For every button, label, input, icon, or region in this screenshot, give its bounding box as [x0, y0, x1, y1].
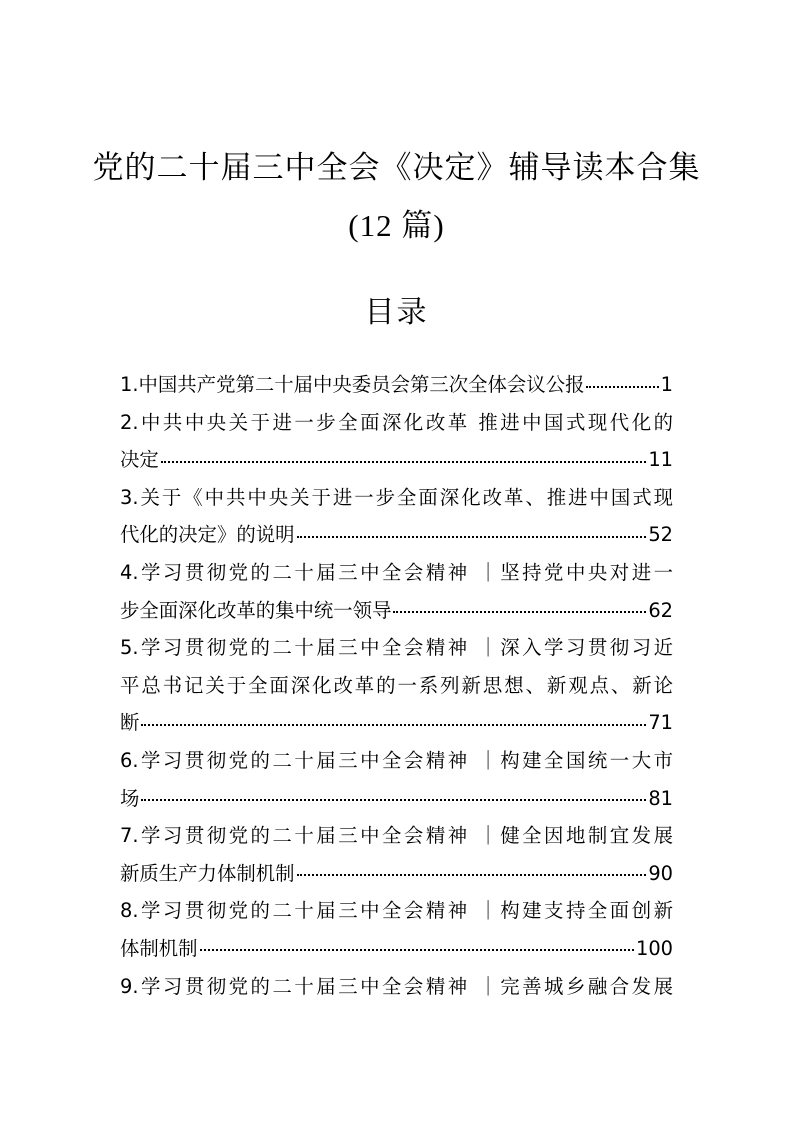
- toc-entry-6-line-2[interactable]: [120, 780, 673, 818]
- toc-entry-6-line-1[interactable]: [120, 742, 673, 780]
- toc-entry-title: 5.学习贯彻党的二十届三中全会精神 ｜深入学习贯彻习近: [120, 636, 673, 660]
- toc-leader-dots: [141, 785, 646, 804]
- toc-entry-title: 决定: [120, 448, 159, 472]
- toc-entry-title: 9.学习贯彻党的二十届三中全会精神 ｜完善城乡融合发展: [120, 974, 673, 998]
- toc-entry-title: 体制机制: [120, 936, 198, 960]
- toc-entry-4-line-2[interactable]: [120, 592, 673, 630]
- toc-page-number: 1: [660, 373, 673, 396]
- toc-entry-3-line-1[interactable]: [120, 479, 673, 517]
- toc-entry-7-line-2[interactable]: [120, 855, 673, 893]
- toc-entry-4-line-1[interactable]: [120, 554, 673, 592]
- toc-entry-5-line-2[interactable]: [120, 667, 673, 705]
- toc-leader-dots: [393, 597, 646, 616]
- toc-entry-7-line-1[interactable]: [120, 817, 673, 855]
- toc-heading: 目录: [364, 295, 429, 330]
- toc-entry-5-line-1[interactable]: [120, 629, 673, 667]
- toc-page-number: 81: [648, 786, 673, 810]
- toc-entry-8-line-2[interactable]: [120, 930, 673, 968]
- toc-entry-title: 代化的决定》的说明: [120, 523, 295, 547]
- toc-entry-title: 7.学习贯彻党的二十届三中全会精神 ｜健全因地制宜发展: [120, 824, 673, 848]
- document-subtitle: (12 篇): [348, 208, 445, 243]
- toc-page-number: 71: [648, 711, 673, 735]
- toc-leader-dots: [141, 710, 646, 729]
- toc-page-number: 90: [648, 861, 673, 885]
- toc-entry-9-line-1[interactable]: [120, 968, 673, 1006]
- toc-entry-2-line-1[interactable]: [120, 404, 673, 442]
- toc-entry-title: 步全面深化改革的集中统一领导: [120, 598, 392, 622]
- toc-page-number: 52: [648, 523, 673, 547]
- toc-leader-dots: [200, 936, 634, 955]
- toc-page-number: 11: [648, 448, 673, 472]
- toc-entry-title: 新质生产力体制机制: [120, 861, 295, 885]
- toc-entry-title: 场: [120, 786, 140, 810]
- toc-page-number: 62: [648, 598, 673, 622]
- toc-entry-title: 平总书记关于全面深化改革的一系列新思想、新观点、新论: [120, 673, 673, 697]
- toc-entry-1[interactable]: [120, 366, 673, 404]
- toc-entry-title: 8.学习贯彻党的二十届三中全会精神 ｜构建支持全面创新: [120, 899, 673, 923]
- toc-entry-5-line-3[interactable]: [120, 704, 673, 742]
- toc-entry-title: 3.关于《中共中央关于进一步全面深化改革、推进中国式现: [120, 485, 673, 509]
- toc-leader-dots: [161, 447, 647, 466]
- table-of-contents: [120, 366, 673, 1005]
- toc-leader-dots: [297, 522, 647, 541]
- document-title: 党的二十届三中全会《决定》辅导读本合集: [92, 150, 701, 186]
- toc-entry-title: 4.学习贯彻党的二十届三中全会精神 ｜坚持党中央对进一: [120, 560, 673, 584]
- toc-entry-title: 断: [120, 711, 140, 735]
- toc-entry-title: 6.学习贯彻党的二十届三中全会精神 ｜构建全国统一大市: [120, 748, 673, 772]
- toc-entry-title: 1.中国共产党第二十届中央委员会第三次全体会议公报: [120, 373, 585, 396]
- toc-entry-8-line-1[interactable]: [120, 892, 673, 930]
- toc-page-number: 100: [635, 936, 673, 960]
- toc-leader-dots: [586, 372, 658, 391]
- toc-entry-3-line-2[interactable]: [120, 516, 673, 554]
- toc-entry-title: 2.中共中央关于进一步全面深化改革 推进中国式现代化的: [120, 410, 673, 434]
- toc-entry-2-line-2[interactable]: [120, 441, 673, 479]
- toc-leader-dots: [297, 860, 647, 879]
